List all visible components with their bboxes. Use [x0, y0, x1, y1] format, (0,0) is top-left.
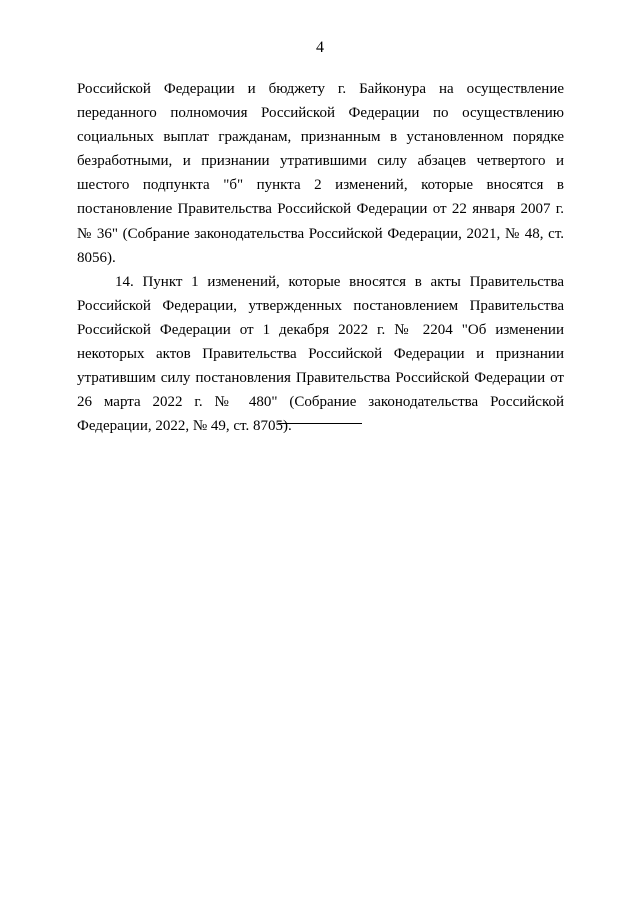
paragraph-continuation: Российской Федерации и бюджету г. Байконура на осуществление переданного полномочия Российской Федерации по осуществлению социальных выплат гражданам, признанным в установленном порядке безработными, и признании утратившими силу абзацев четвертого и шестого подпункта "б" пункта 2 изменений, которые вносятся в постановление Правительства Российской Федерации от 22 января 2007 г. № 36" (Собрание законодательства Российской Федерации, 2021, № 48, ст. 8056). — [77, 81, 564, 266]
document-body — [77, 77, 564, 438]
page-number: 4 — [316, 39, 324, 56]
paragraph-item-14: 14. Пункт 1 изменений, которые вносятся в акты Правительства Российской Федерации, утвержденных постановлением Правительства Российской Федерации от 1 декабря 2022 г. № 2204 "Об изменении некоторых актов Правительства Российской Федерации и признании утратившим силу постановления Правительства Российской Федерации от 26 марта 2022 г. № 480" (Собрание законодательства Российской Федерации, 2022, № 49, ст. 8705). — [77, 273, 564, 435]
end-of-text-rule — [278, 423, 362, 424]
